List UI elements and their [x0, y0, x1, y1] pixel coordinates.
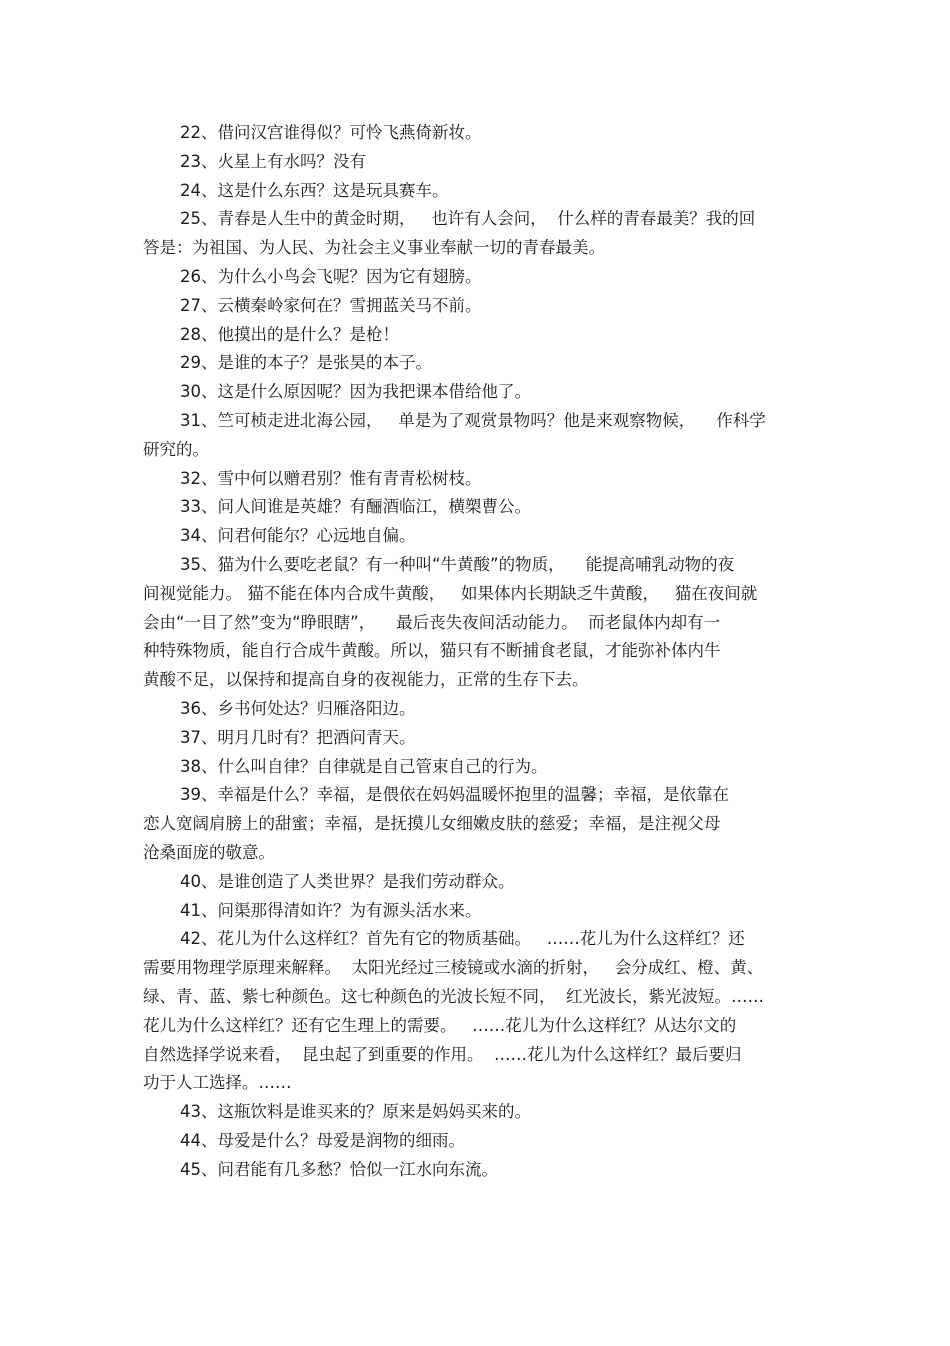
paragraph-line-continuation: 需要用物理学原理来解释。 太阳光经过三棱镜或水滴的折射， 会分成红、橙、黄、 — [143, 958, 764, 978]
paragraph-line-start: 44、母爱是什么？母爱是润物的细雨。 — [180, 1130, 465, 1150]
paragraph-line-continuation: 恋人宽阔肩膀上的甜蜜；幸福，是抚摸儿女细嫩皮肤的慈爱；幸福，是注视父母 — [143, 814, 721, 834]
paragraph-line-continuation: 研究的。 — [143, 439, 209, 459]
document-body — [143, 119, 808, 1184]
paragraph-line-continuation: 自然选择学说来看， 昆虫起了到重要的作用。 ……花儿为什么这样红？最后要归 — [143, 1044, 742, 1064]
paragraph-line-start: 34、问君何能尔？心远地自偏。 — [180, 526, 416, 546]
paragraph-line-start: 38、什么叫自律？自律就是自己管束自己的行为。 — [180, 756, 548, 776]
paragraph-line-start: 30、这是什么原因呢？因为我把课本借给他了。 — [180, 382, 531, 402]
paragraph-line-start: 43、这瓶饮料是谁买来的？原来是妈妈买来的。 — [180, 1102, 531, 1122]
paragraph-line-start: 22、借问汉宫谁得似？可怜飞燕倚新妆。 — [180, 123, 482, 142]
paragraph-line-start: 23、火星上有水吗？没有 — [180, 151, 366, 171]
paragraph-line-continuation: 种特殊物质，能自行合成牛黄酸。所以，猫只有不断捕食老鼠，才能弥补体内牛 — [143, 641, 721, 661]
paragraph-line-start: 41、问渠那得清如许？为有源头活水来。 — [180, 900, 482, 920]
paragraph-line-start: 26、为什么小鸟会飞呢？因为它有翅膀。 — [180, 266, 482, 286]
paragraph-line-start: 29、是谁的本子？是张昊的本子。 — [180, 353, 432, 373]
paragraph-line-start: 25、青春是人生中的黄金时期， 也许有人会问， 什么样的青春最美？我的回 — [180, 209, 756, 229]
paragraph-line-start: 36、乡书何处达？归雁洛阳边。 — [180, 698, 416, 718]
paragraph-line-start: 37、明月几时有？把酒问青天。 — [180, 727, 416, 747]
paragraph-line-start: 39、幸福是什么？幸福，是偎依在妈妈温暖怀抱里的温馨；幸福，是依靠在 — [180, 785, 729, 805]
paragraph-line-continuation: 功于人工选择。…… — [143, 1073, 292, 1093]
paragraph-line-continuation: 会由“一目了然”变为“睁眼瞎”， 最后丧失夜间活动能力。 而老鼠体内却有一 — [143, 612, 721, 632]
paragraph-line-start: 40、是谁创造了人类世界？是我们劳动群众。 — [180, 871, 515, 891]
paragraph-line-continuation: 花儿为什么这样红？还有它生理上的需要。 ……花儿为什么这样红？从达尔文的 — [143, 1015, 737, 1035]
paragraph-line-continuation: 间视觉能力。 猫不能在体内合成牛黄酸， 如果体内长期缺乏牛黄酸， 猫在夜间就 — [143, 583, 758, 603]
paragraph-line-start: 35、猫为什么要吃老鼠？有一种叫“牛黄酸”的物质， 能提高哺乳动物的夜 — [180, 554, 735, 574]
paragraph-line-start: 31、竺可桢走进北海公园， 单是为了观赏景物吗？他是来观察物候， 作科学 — [180, 410, 766, 430]
paragraph-line-continuation: 答是：为祖国、为人民、为社会主义事业奉献一切的青春最美。 — [143, 238, 605, 258]
paragraph-line-continuation: 绿、青、蓝、紫七种颜色。这七种颜色的光波长短不同， 红光波长，紫光波短。…… — [143, 986, 764, 1006]
paragraph-line-start: 42、花儿为什么这样红？首先有它的物质基础。 ……花儿为什么这样红？还 — [180, 929, 745, 949]
paragraph-line-continuation: 黄酸不足，以保持和提高自身的夜视能力，正常的生存下去。 — [143, 670, 589, 690]
paragraph-line-start: 33、问人间谁是英雄？有酾酒临江，横槊曹公。 — [180, 497, 531, 517]
paragraph-line-continuation: 沧桑面庞的敬意。 — [143, 842, 275, 862]
paragraph-line-start: 45、问君能有几多愁？恰似一江水向东流。 — [180, 1159, 498, 1179]
paragraph-line-start: 24、这是什么东西？这是玩具赛车。 — [180, 180, 449, 200]
paragraph-line-start: 27、云横秦岭家何在？雪拥蓝关马不前。 — [180, 295, 482, 315]
paragraph-line-start: 32、雪中何以赠君别？惟有青青松树枝。 — [180, 468, 482, 488]
paragraph-line-start: 28、他摸出的是什么？是枪！ — [180, 324, 399, 344]
